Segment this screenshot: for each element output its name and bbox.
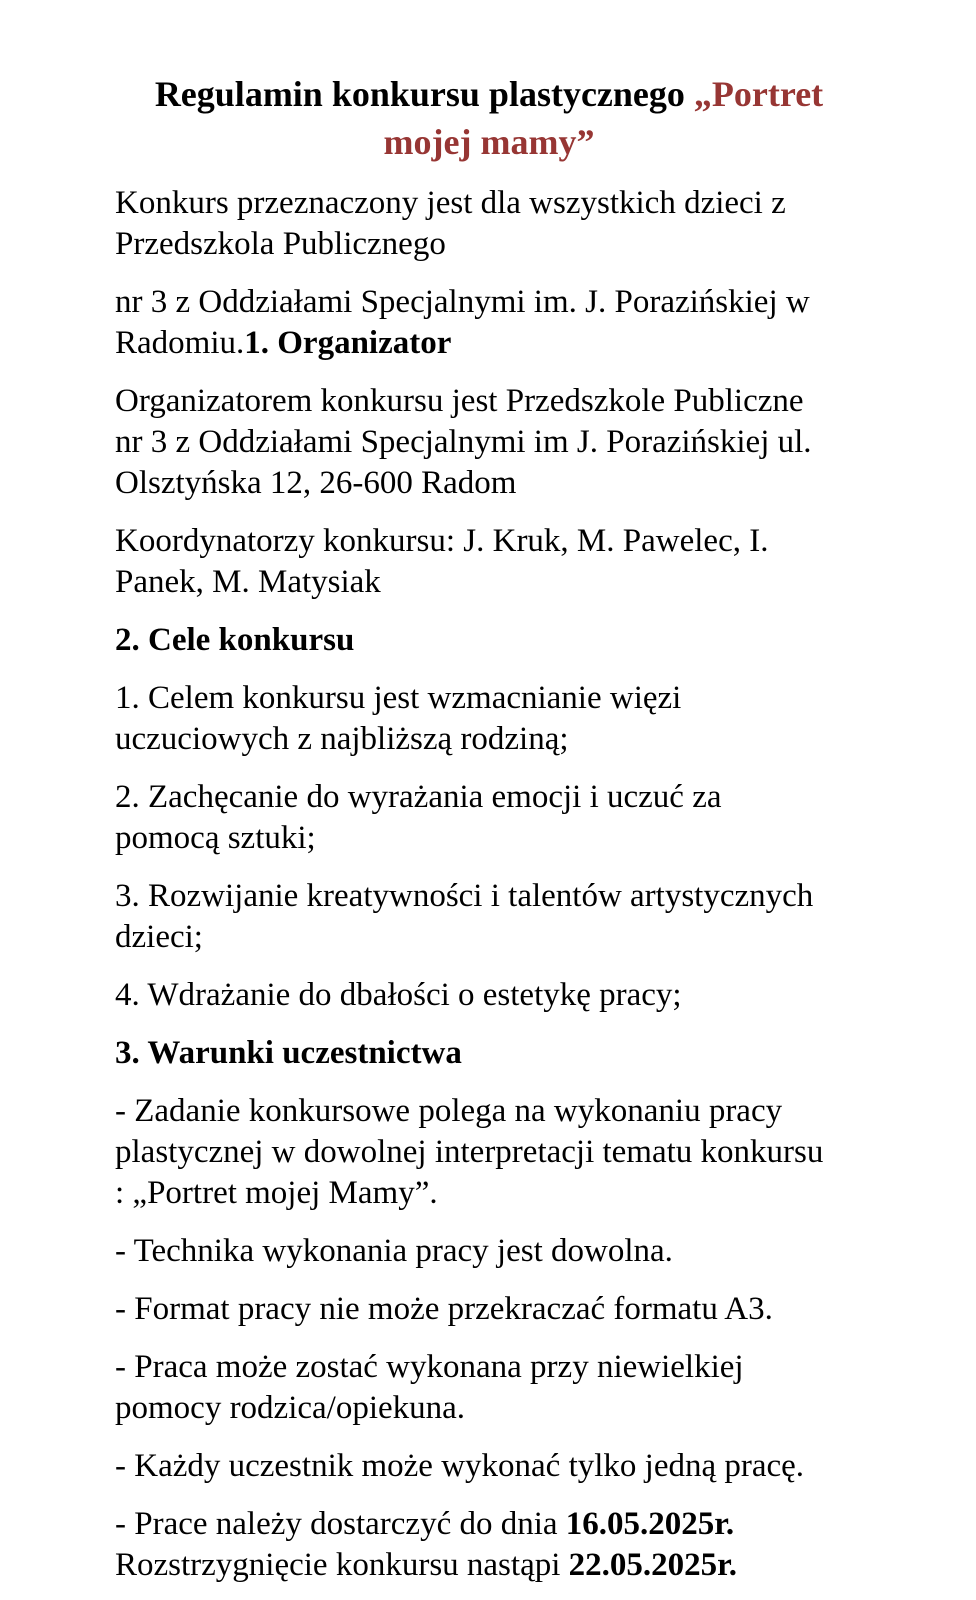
text-segment: Przedszkola Publicznego (115, 226, 446, 262)
text-segment: 1. Organizator (244, 325, 452, 361)
text-segment: 2. Cele konkursu (115, 622, 355, 658)
paragraph (115, 282, 863, 364)
paragraph (115, 1231, 863, 1272)
text-segment: 1. Celem konkursu jest wzmacnianie więzi (115, 680, 682, 716)
text-line (115, 719, 863, 760)
text-segment: 22.05.2025r. (568, 1547, 738, 1583)
paragraph (115, 1091, 863, 1214)
text-segment: mojej mamy” (383, 122, 595, 162)
text-line (115, 678, 863, 719)
text-line (115, 1091, 863, 1132)
text-line (115, 975, 863, 1016)
text-line (115, 1446, 863, 1487)
paragraph (115, 1347, 863, 1429)
text-line (115, 620, 863, 661)
text-segment: - Praca może zostać wykonana przy niewielkiej (115, 1349, 744, 1385)
text-segment: - Zadanie konkursowe polega na wykonaniu pracy (115, 1093, 783, 1129)
text-segment: nr 3 z Oddziałami Specjalnymi im. J. Porazińskiej w (115, 284, 810, 320)
text-segment: pomocy rodzica/opiekuna. (115, 1390, 466, 1426)
text-line (115, 777, 863, 818)
paragraph (115, 1446, 863, 1487)
text-line (115, 282, 863, 323)
text-line (115, 562, 863, 603)
text-segment: - Format pracy nie może przekraczać formatu A3. (115, 1291, 773, 1327)
section-heading (115, 620, 863, 661)
paragraph (115, 521, 863, 603)
text-segment: Panek, M. Matysiak (115, 564, 381, 600)
paragraph (115, 975, 863, 1016)
text-segment: - Technika wykonania pracy jest dowolna. (115, 1233, 673, 1269)
text-line (115, 422, 863, 463)
paragraph (115, 1504, 863, 1586)
text-segment: „Portret (693, 74, 824, 114)
text-line (115, 463, 863, 504)
text-segment: : „Portret mojej Mamy”. (115, 1175, 438, 1211)
document-column (115, 70, 863, 1586)
text-line (115, 323, 863, 364)
text-line (115, 1347, 863, 1388)
text-segment: nr 3 z Oddziałami Specjalnymi im J. Porazińskiej ul. (115, 424, 812, 460)
text-line (115, 818, 863, 859)
title-line (115, 118, 863, 166)
text-line (115, 1173, 863, 1214)
text-line (115, 381, 863, 422)
text-line (115, 1504, 863, 1545)
text-segment: pomocą sztuki; (115, 820, 316, 856)
text-line (115, 1545, 863, 1586)
text-line (115, 1388, 863, 1429)
text-line (115, 876, 863, 917)
text-segment: Regulamin konkursu plastycznego (154, 74, 694, 114)
text-line (115, 1231, 863, 1272)
text-line (115, 183, 863, 224)
text-line (115, 917, 863, 958)
title-line (115, 70, 863, 118)
document-body (115, 183, 863, 1586)
paragraph (115, 876, 863, 958)
paragraph (115, 381, 863, 504)
text-segment: 16.05.2025r. (565, 1506, 735, 1542)
text-segment: plastycznej w dowolnej interpretacji tematu konkursu (115, 1134, 824, 1170)
text-line (115, 1132, 863, 1173)
document-title (115, 70, 863, 166)
section-heading (115, 1033, 863, 1074)
text-segment: 3. Rozwijanie kreatywności i talentów artystycznych (115, 878, 814, 914)
text-line (115, 1033, 863, 1074)
text-segment: 3. Warunki uczestnictwa (115, 1035, 462, 1071)
paragraph (115, 1289, 863, 1330)
text-segment: dzieci; (115, 919, 203, 955)
paragraph (115, 678, 863, 760)
paragraph (115, 777, 863, 859)
text-segment: Konkurs przeznaczony jest dla wszystkich dzieci z (115, 185, 786, 221)
text-segment: Olsztyńska 12, 26-600 Radom (115, 465, 517, 501)
text-segment: 4. Wdrażanie do dbałości o estetykę pracy; (115, 977, 682, 1013)
text-line (115, 1289, 863, 1330)
text-line (115, 224, 863, 265)
text-segment: - Prace należy dostarczyć do dnia (115, 1506, 566, 1542)
text-segment: - Każdy uczestnik może wykonać tylko jedną pracę. (115, 1448, 805, 1484)
text-segment: uczuciowych z najbliższą rodziną; (115, 721, 569, 757)
text-segment: Organizatorem konkursu jest Przedszkole Publiczne (115, 383, 804, 419)
text-segment: Radomiu. (115, 325, 245, 361)
text-segment: 2. Zachęcanie do wyrażania emocji i uczuć za (115, 779, 722, 815)
text-segment: Koordynatorzy konkursu: J. Kruk, M. Pawelec, I. (115, 523, 769, 559)
text-line (115, 521, 863, 562)
text-segment: Rozstrzygnięcie konkursu nastąpi (115, 1547, 569, 1583)
paragraph (115, 183, 863, 265)
